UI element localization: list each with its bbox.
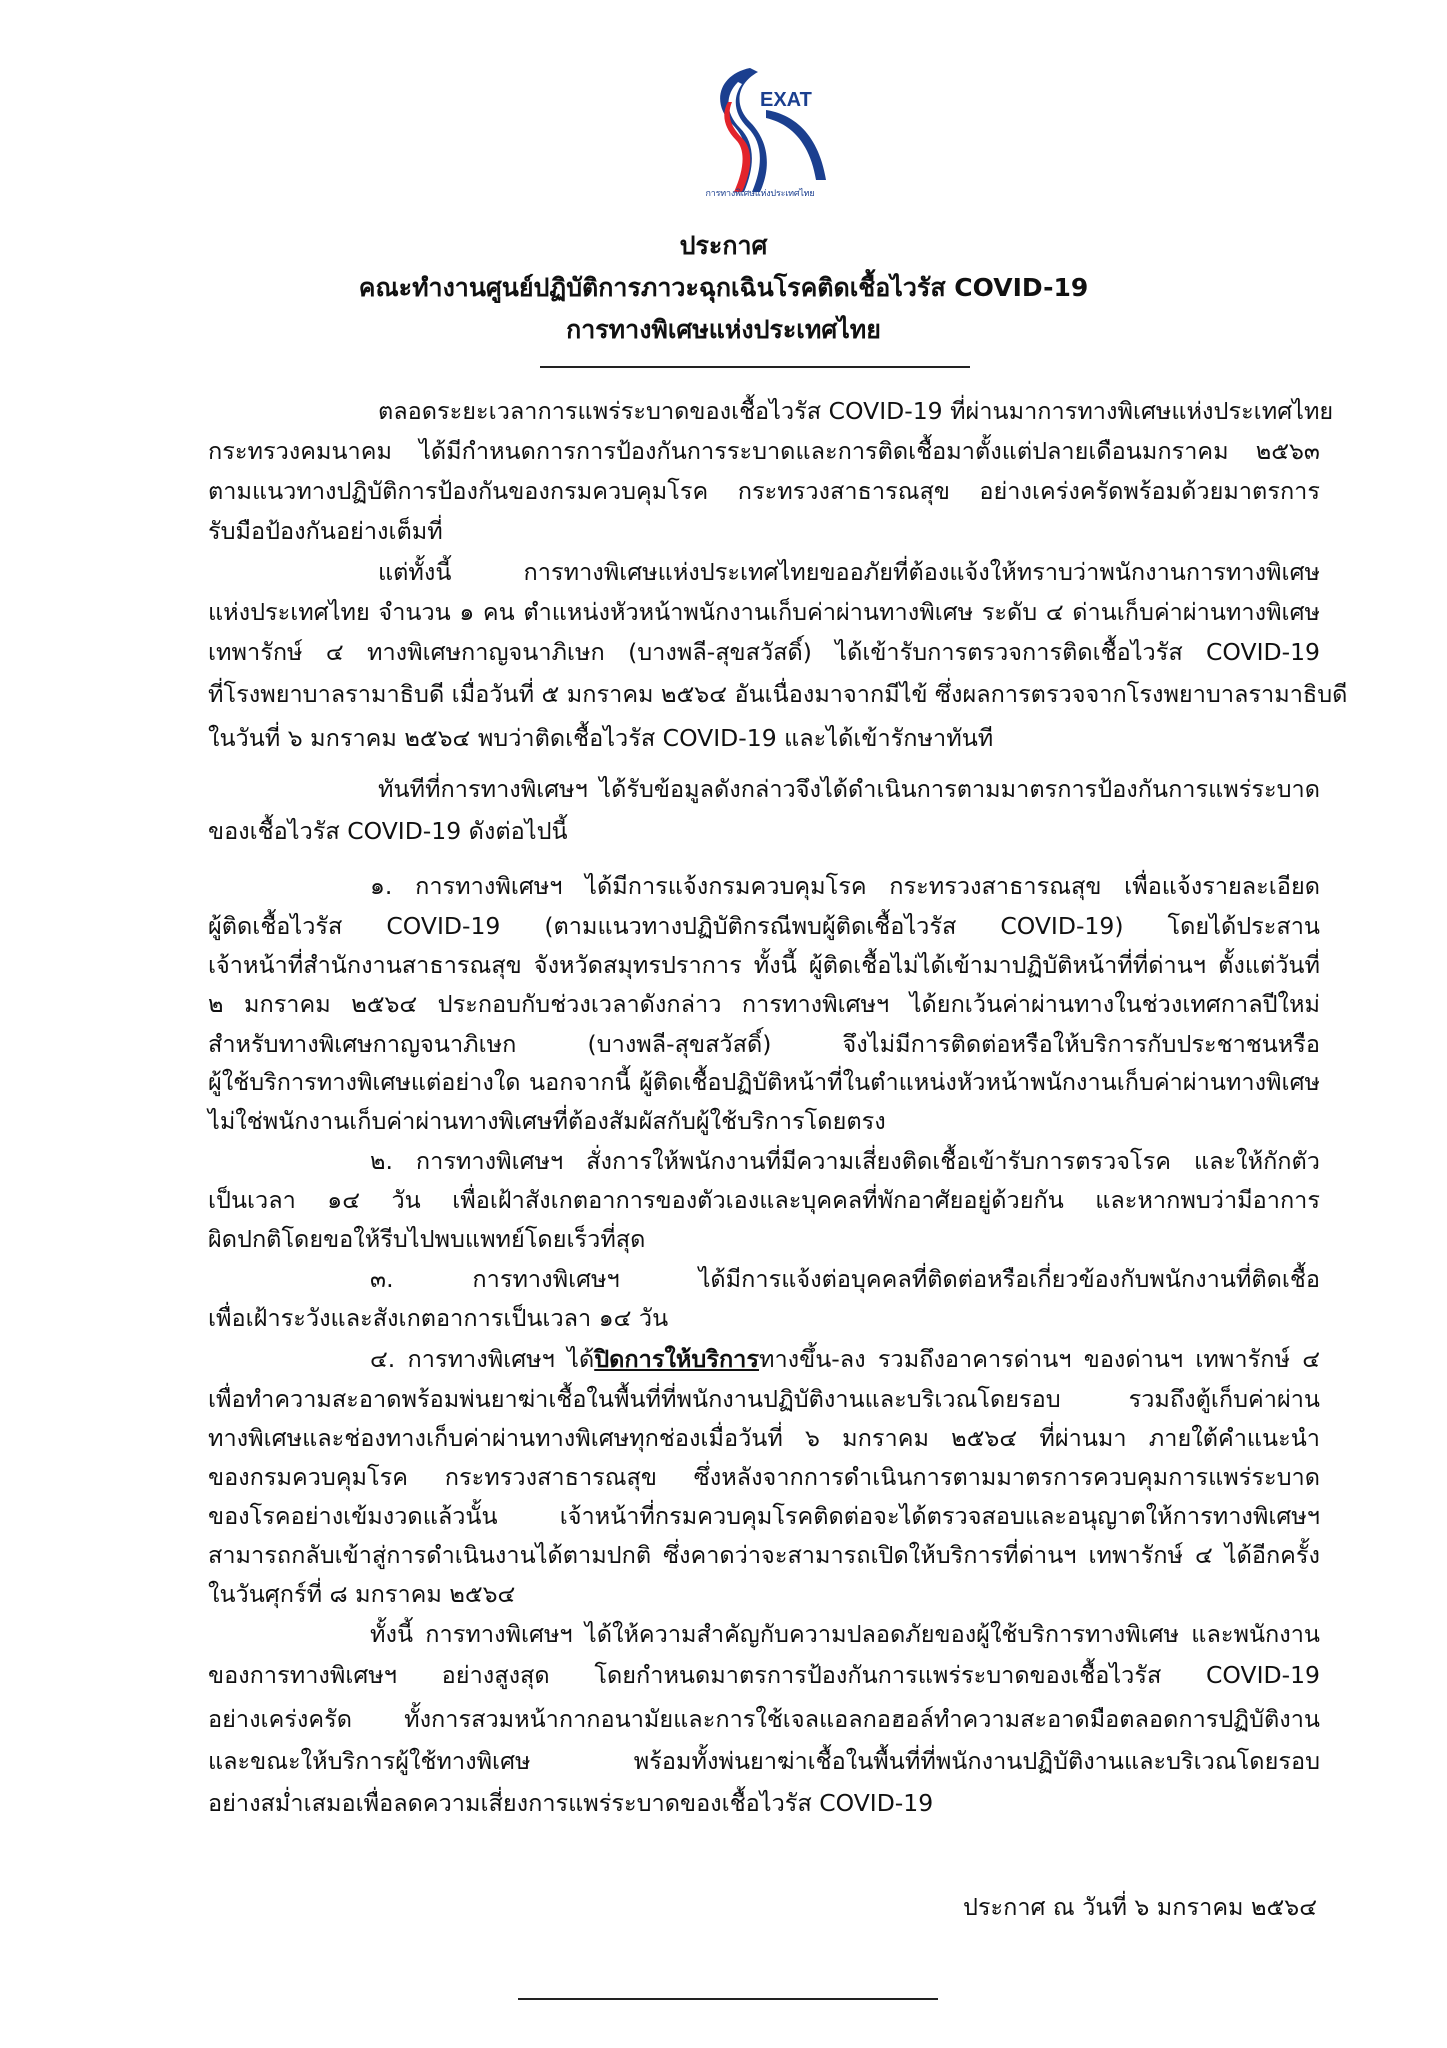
item3-line-2: เพื่อเฝ้าระวังและสังเกตอาการเป็นเวลา ๑๔ วัน	[208, 1304, 669, 1332]
item4-line-6: สามารถกลับเข้าสู่การดำเนินงานได้ตามปกติ ซึ่งคาดว่าจะสามารถเปิดให้บริการที่ด่านฯ เทพารักษ์ ๔ ได้อีกครั้ง	[208, 1541, 1320, 1569]
header-divider	[540, 366, 970, 368]
item1-line-7: ไม่ใช่พนักงานเก็บค่าผ่านทางพิเศษที่ต้องสัมผัสกับผู้ใช้บริการโดยตรง	[208, 1107, 886, 1135]
p4-line-2: ของการทางพิเศษฯ อย่างสูงสุด โดยกำหนดมาตรการป้องกันการแพร่ระบาดของเชื้อไวรัส COVID-19	[208, 1661, 1320, 1689]
item2-line-2: เป็นเวลา ๑๔ วัน เพื่อเฝ้าสังเกตอาการของตัวเองและบุคคลที่พักอาศัยอยู่ด้วยกัน และหากพบว่ามีอาการ	[208, 1186, 1320, 1214]
header-organization: การทางพิเศษแห่งประเทศไทย	[566, 315, 881, 344]
p1-line-1: ตลอดระยะเวลาการแพร่ระบาดของเชื้อไวรัส COVID-19 ที่ผ่านมาการทางพิเศษแห่งประเทศไทย	[378, 397, 1334, 425]
item1-line-6: ผู้ใช้บริการทางพิเศษแต่อย่างใด นอกจากนี้ ผู้ติดเชื้อปฏิบัติหน้าที่ในตำแหน่งหัวหน้าพนักงานเก็บค่าผ่านทางพิเศษ	[208, 1068, 1320, 1096]
logo-caption: การทางพิเศษแห่งประเทศไทย	[705, 189, 815, 199]
p3-line-1: ทันทีที่การทางพิเศษฯ ได้รับข้อมูลดังกล่าวจึงได้ดำเนินการตามมาตรการป้องกันการแพร่ระบาด	[378, 775, 1320, 803]
header-title: ประกาศ	[679, 231, 768, 260]
footer-divider	[518, 1998, 938, 2000]
item3-line-1: ๓. การทางพิเศษฯ ได้มีการแจ้งต่อบุคคลที่ติดต่อหรือเกี่ยวข้องกับพนักงานที่ติดเชื้อ	[370, 1265, 1320, 1293]
item1-line-1: ๑. การทางพิเศษฯ ได้มีการแจ้งกรมควบคุมโรค กระทรวงสาธารณสุข เพื่อแจ้งรายละเอียด	[370, 872, 1320, 900]
p4-line-1: ทั้งนี้ การทางพิเศษฯ ได้ให้ความสำคัญกับความปลอดภัยของผู้ใช้บริการทางพิเศษ และพนักงาน	[370, 1620, 1320, 1648]
p4-line-4: และขณะให้บริการผู้ใช้ทางพิเศษ พร้อมทั้งพ่นยาฆ่าเชื้อในพื้นที่ที่พนักงานปฏิบัติงานและบริเวณโดยรอบ	[208, 1747, 1320, 1775]
item1-line-4: ๒ มกราคม ๒๕๖๔ ประกอบกับช่วงเวลาดังกล่าว การทางพิเศษฯ ได้ยกเว้นค่าผ่านทางในช่วงเทศกาลปีใหม่	[208, 990, 1320, 1018]
item4-line-1-post: ทางขึ้น-ลง รวมถึงอาคารด่านฯ ของด่านฯ เทพารักษ์ ๔	[759, 1345, 1320, 1373]
header-subtitle: คณะทำงานศูนย์ปฏิบัติการภาวะฉุกเฉินโรคติดเชื้อไวรัส COVID-19	[358, 273, 1089, 302]
item1-line-3: เจ้าหน้าที่สำนักงานสาธารณสุข จังหวัดสมุทรปราการ ทั้งนี้ ผู้ติดเชื้อไม่ได้เข้ามาปฏิบัติหน้าที่ที่ด่านฯ ตั้งแต่วันที่	[208, 951, 1320, 979]
item4-line-4: ของกรมควบคุมโรค กระทรวงสาธารณสุข ซึ่งหลังจากการดำเนินการตามมาตรการควบคุมการแพร่ระบาด	[208, 1463, 1320, 1491]
item4-line-7: ในวันศุกร์ที่ ๘ มกราคม ๒๕๖๔	[208, 1580, 516, 1608]
p4-line-5: อย่างสม่ำเสมอเพื่อลดความเสี่ยงการแพร่ระบาดของเชื้อไวรัส COVID-19	[208, 1789, 934, 1817]
p2-line-1: แต่ทั้งนี้ การทางพิเศษแห่งประเทศไทยขออภัยที่ต้องแจ้งให้ทราบว่าพนักงานการทางพิเศษ	[378, 558, 1320, 586]
p1-line-2: กระทรวงคมนาคม ได้มีกำหนดการการป้องกันการระบาดและการติดเชื้อมาตั้งแต่ปลายเดือนมกราคม ๒๕๖๓	[208, 437, 1320, 465]
item2-line-1: ๒. การทางพิเศษฯ สั่งการให้พนักงานที่มีความเสี่ยงติดเชื้อเข้ารับการตรวจโรค และให้กักตัว	[370, 1147, 1320, 1175]
item2-line-3: ผิดปกติโดยขอให้รีบไปพบแพทย์โดยเร็วที่สุด	[208, 1225, 646, 1253]
item4-line-5: ของโรคอย่างเข้มงวดแล้วนั้น เจ้าหน้าที่กรมควบคุมโรคติดต่อจะได้ตรวจสอบและอนุญาตให้การทางพิเศษฯ	[208, 1502, 1320, 1530]
item4-line-2: เพื่อทำความสะอาดพร้อมพ่นยาฆ่าเชื้อในพื้นที่ที่พนักงานปฏิบัติงานและบริเวณโดยรอบ รวมถึงตู้เก็บค่าผ่าน	[208, 1385, 1320, 1413]
item1-line-5: สำหรับทางพิเศษกาญจนาภิเษก (บางพลี-สุขสวัสดิ์) จึงไม่มีการติดต่อหรือให้บริการกับประชาชนหรือ	[208, 1030, 1320, 1058]
announcement-date: ประกาศ ณ วันที่ ๖ มกราคม ๒๕๖๔	[962, 1893, 1317, 1921]
item4-line-3: ทางพิเศษและช่องทางเก็บค่าผ่านทางพิเศษทุกช่องเมื่อวันที่ ๖ มกราคม ๒๕๖๔ ที่ผ่านมา ภายใต้คำแนะนำ	[208, 1424, 1320, 1452]
item4-line-1	[370, 1340, 1320, 1378]
item1-line-2: ผู้ติดเชื้อไวรัส COVID-19 (ตามแนวทางปฏิบัติกรณีพบผู้ติดเชื้อไวรัส COVID-19) โดยได้ประสาน	[208, 912, 1320, 940]
item4-line-1-pre: ๔. การทางพิเศษฯ ได้	[370, 1345, 595, 1373]
p2-line-2: แห่งประเทศไทย จำนวน ๑ คน ตำแหน่งหัวหน้าพนักงานเก็บค่าผ่านทางพิเศษ ระดับ ๔ ด่านเก็บค่าผ่านทางพิเศษ	[208, 598, 1320, 626]
logo-text: EXAT	[760, 89, 812, 111]
p1-line-4: รับมือป้องกันอย่างเต็มที่	[208, 517, 443, 545]
p1-line-3: ตามแนวทางปฏิบัติการป้องกันของกรมควบคุมโรค กระทรวงสาธารณสุข อย่างเคร่งครัดพร้อมด้วยมาตรการ	[208, 477, 1320, 505]
p2-line-5: ในวันที่ ๖ มกราคม ๒๕๖๔ พบว่าติดเชื้อไวรัส COVID-19 และได้เข้ารักษาทันที	[208, 724, 994, 752]
p2-line-3: เทพารักษ์ ๔ ทางพิเศษกาญจนาภิเษก (บางพลี-สุขสวัสดิ์) ได้เข้ารับการตรวจการติดเชื้อไวรัส COVID-19	[208, 638, 1320, 666]
p3-line-2: ของเชื้อไวรัส COVID-19 ดังต่อไปนี้	[208, 817, 568, 845]
p2-line-4: ที่โรงพยาบาลรามาธิบดี เมื่อวันที่ ๕ มกราคม ๒๕๖๔ อันเนื่องมาจากมีไข้ ซึ่งผลการตรวจจากโรงพยาบาลรามาธิบดี	[208, 680, 1348, 708]
item4-closed-service: ปิดการให้บริการ	[594, 1345, 759, 1373]
p4-line-3: อย่างเคร่งครัด ทั้งการสวมหน้ากากอนามัยและการใช้เจลแอลกอฮอล์ทำความสะอาดมือตลอดการปฏิบัติงาน	[208, 1705, 1320, 1733]
